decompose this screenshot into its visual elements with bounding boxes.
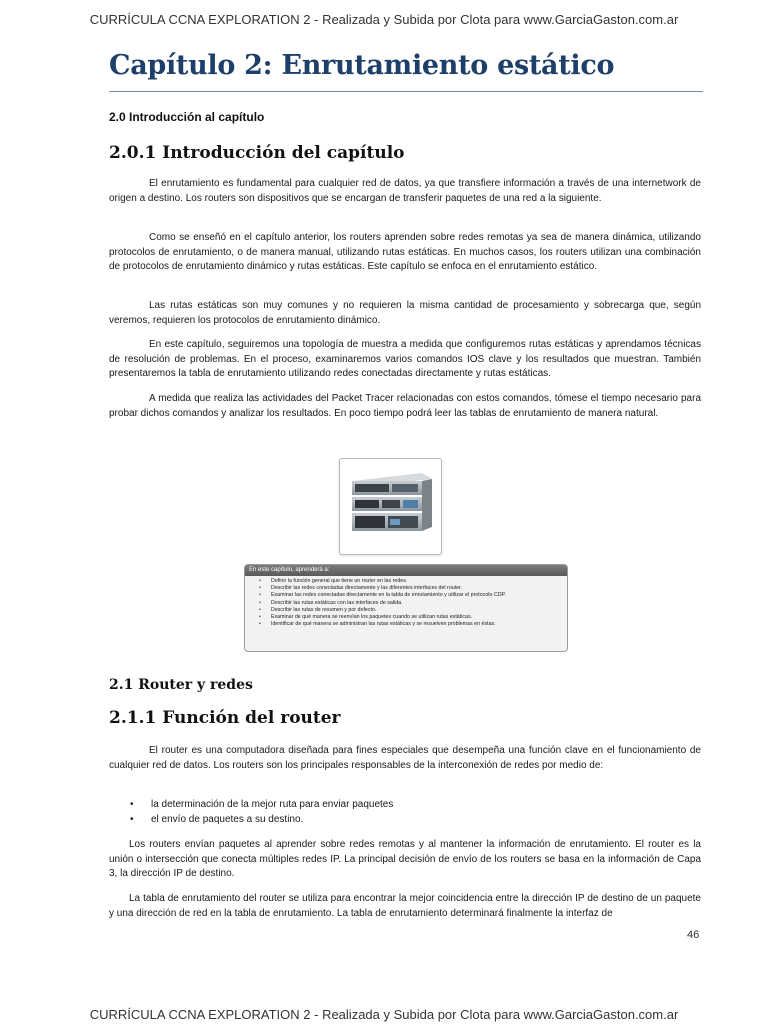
objective-item: • Definir la función general que tiene un router en las redes. xyxy=(271,578,561,585)
intro-paragraph-1: El enrutamiento es fundamental para cualquier red de datos, ya que transfiere información a través de una internetwork de origen a destino. Los routers son dispositivos que se encargan de transferir paquetes de una red a la siguiente. xyxy=(109,178,701,204)
page-number: 46 xyxy=(687,929,700,941)
section-2-0-1-heading: 2.0.1 Introducción del capítulo xyxy=(109,143,405,163)
section-2-1-1-heading: 2.1.1 Función del router xyxy=(109,708,341,728)
router-unit-middle xyxy=(352,497,422,511)
intro-paragraph-2: Como se enseñó en el capítulo anterior, los routers aprenden sobre redes remotas ya sea de manera dinámica, utilizando protocolos de enrutamiento, o de manera manual, utilizando rutas estáticas. En muchos casos, los routers utilizan una combinación de protocolos de enrutamiento dinámico y rutas estáticas. Este capítulo se enfoca en el enrutamiento estático. xyxy=(109,232,701,272)
intro-paragraph-3: Las rutas estáticas son muy comunes y no requieren la misma cantidad de procesamiento y sobrecarga que, según veremos, requieren los protocolos de enrutamiento dinámico. xyxy=(109,300,701,326)
page-header-banner: CURRÍCULA CCNA EXPLORATION 2 - Realizada y Subida por Clota para www.GarciaGaston.com.ar xyxy=(89,12,679,27)
section-2-0-heading: 2.0 Introducción al capítulo xyxy=(109,110,265,124)
objectives-panel-heading: En este capítulo, aprenderá a: xyxy=(245,565,567,576)
router-function-paragraph-3: La tabla de enrutamiento del router se utiliza para encontrar la mejor coincidencia entre la dirección IP de destino de un paquete y una dirección de red en la tabla de enrutamiento. La tabla de enrutamiento determinará finalmente la interfaz de xyxy=(109,893,701,919)
section-2-1-heading: 2.1 Router y redes xyxy=(109,677,253,693)
chapter-title-rule xyxy=(109,91,703,92)
bullet-item: • el envío de paquetes a su destino. xyxy=(130,813,393,828)
chapter-objectives-panel xyxy=(244,564,568,652)
objective-item: • Describir las rutas de resumen y por defecto. xyxy=(271,607,561,614)
objectives-list xyxy=(245,578,567,628)
objective-item: • Describir las rutas estáticas con las interfaces de salida. xyxy=(271,600,561,607)
router-stack-image xyxy=(340,459,441,554)
objective-item: • Examinar de qué manera se reenvían los paquetes cuando se utilizan rutas estáticas. xyxy=(271,614,561,621)
router-function-intro: El router es una computadora diseñada para fines especiales que desempeña una función clave en el funcionamiento de cualquier red de datos. Los routers son los principales responsables de la interconexión de redes por medio de: xyxy=(109,745,701,771)
objective-item: • Describir las redes conectadas directamente y las diferentes interfaces del router. xyxy=(271,585,561,592)
intro-paragraph-4: En este capítulo, seguiremos una topología de muestra a medida que configuremos rutas estáticas y aprendamos técnicas de resolución de problemas. En el proceso, examinaremos varios comandos IOS clave y los resultados que muestran. También presentaremos la tabla de enrutamiento utilizando redes conectadas directamente y rutas estáticas. xyxy=(109,339,701,379)
router-function-bullets xyxy=(130,798,393,827)
router-function-paragraph-2: Los routers envían paquetes al aprender sobre redes remotas y al mantener la información de enrutamiento. El router es la unión o intersección que conecta múltiples redes IP. La principal decisión de envío de los routers se basa en la información de Capa 3, la dirección IP de destino. xyxy=(109,839,701,879)
router-image-frame xyxy=(339,458,442,555)
bullet-item: • la determinación de la mejor ruta para enviar paquetes xyxy=(130,798,393,813)
objective-item: • Identificar de qué manera se administran las rutas estáticas y se resuelven problemas en éstas. xyxy=(271,621,561,628)
intro-paragraph-5: A medida que realiza las actividades del Packet Tracer relacionadas con estos comandos, tómese el tiempo necesario para probar dichos comandos y analizar los resultados. En poco tiempo podrá leer las tablas de enrutamiento de manera natural. xyxy=(109,393,701,419)
chapter-title: Capítulo 2: Enrutamiento estático xyxy=(109,50,615,81)
objective-item: • Examinar las redes conectadas directamente en la tabla de enrutamiento y utilizar el protocolo CDP. xyxy=(271,592,561,599)
router-unit-top xyxy=(352,473,432,495)
router-unit-bottom xyxy=(352,513,422,531)
page-footer-banner: CURRÍCULA CCNA EXPLORATION 2 - Realizada y Subida por Clota para www.GarciaGaston.com.ar xyxy=(89,1007,679,1022)
